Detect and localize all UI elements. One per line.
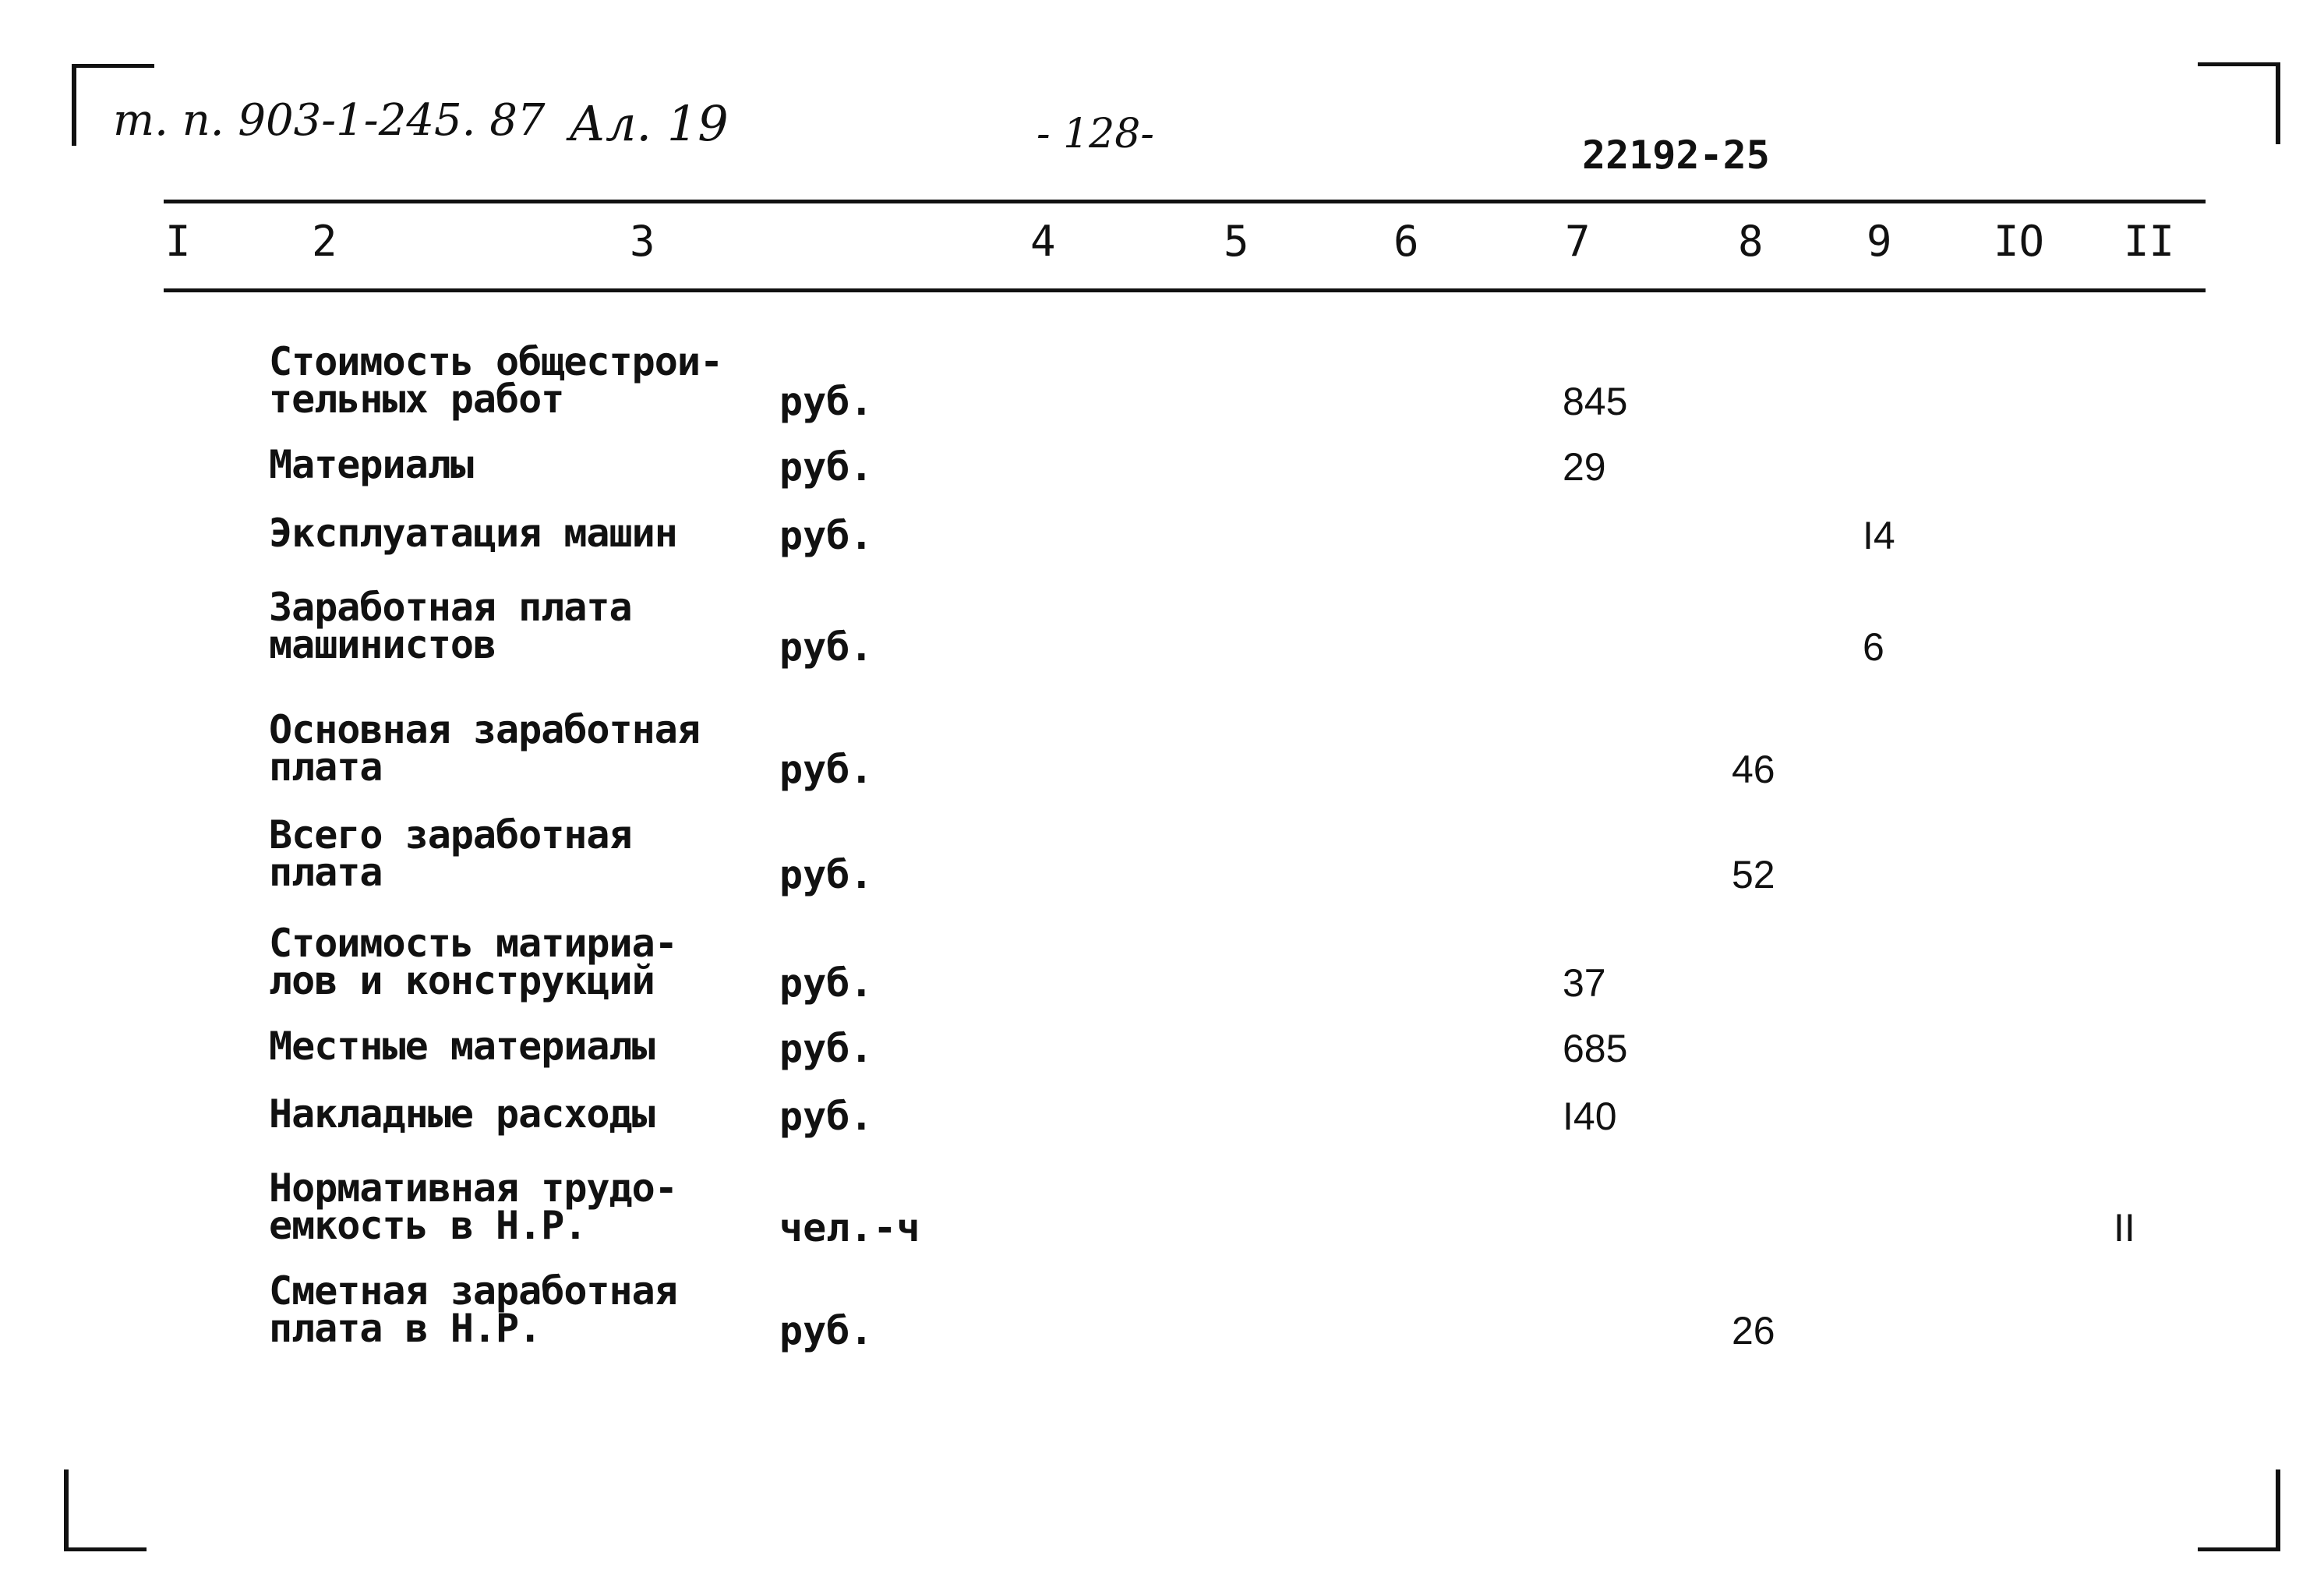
column-number: IO bbox=[1994, 217, 2045, 266]
row-label-line: Стоимость общестрои- bbox=[269, 339, 723, 384]
row-label-line: Основная заработная bbox=[269, 707, 700, 752]
row-label bbox=[269, 1165, 677, 1248]
row-label-line: Материалы bbox=[269, 442, 473, 487]
row-label-line: тельных работ bbox=[269, 377, 564, 422]
column-number: 9 bbox=[1867, 217, 1892, 266]
row-label-line: Нормативная трудо- bbox=[269, 1165, 677, 1211]
row-label bbox=[269, 707, 700, 790]
row-label-line: Заработная плата bbox=[269, 585, 632, 630]
column-number: 2 bbox=[312, 217, 337, 266]
row-label bbox=[269, 1268, 677, 1351]
row-label-line: Эксплуатация машин bbox=[269, 511, 677, 556]
row-label-line: лов и конструкций bbox=[269, 958, 655, 1003]
row-label bbox=[269, 1024, 655, 1069]
row-value-col-9: I4 bbox=[1863, 514, 1895, 557]
row-label bbox=[269, 921, 677, 1003]
row-label bbox=[269, 511, 677, 556]
row-label bbox=[269, 339, 723, 422]
row-label-line: Местные материалы bbox=[269, 1024, 655, 1069]
row-label-line: емкость в Н.Р. bbox=[269, 1203, 587, 1248]
row-value-col-7: I40 bbox=[1563, 1095, 1617, 1138]
row-value-col-8: 52 bbox=[1732, 853, 1775, 897]
column-number: 8 bbox=[1738, 217, 1764, 266]
row-value-col-II: II bbox=[2114, 1206, 2135, 1250]
row-unit: руб. bbox=[779, 379, 874, 424]
column-number: 3 bbox=[630, 217, 655, 266]
row-unit: руб. bbox=[779, 624, 874, 670]
row-unit: руб. bbox=[779, 1094, 874, 1139]
row-unit: руб. bbox=[779, 852, 874, 897]
row-value-col-7: 845 bbox=[1563, 380, 1628, 423]
row-label bbox=[269, 1091, 655, 1137]
corner-mark-bottom-right bbox=[2198, 1469, 2280, 1551]
row-value-col-8: 26 bbox=[1732, 1309, 1775, 1353]
document-code: т. п. 903-1-245. 87 bbox=[113, 95, 546, 146]
table-header-rule bbox=[164, 288, 2206, 292]
row-value-col-8: 46 bbox=[1732, 748, 1775, 791]
column-number: 5 bbox=[1224, 217, 1249, 266]
row-label-line: плата bbox=[269, 850, 383, 895]
row-unit: чел.-ч bbox=[779, 1205, 920, 1250]
row-unit: руб. bbox=[779, 1026, 874, 1071]
row-label bbox=[269, 585, 632, 667]
row-unit: руб. bbox=[779, 444, 874, 490]
row-label-line: Стоимость матириа- bbox=[269, 921, 677, 966]
column-number: I bbox=[165, 217, 191, 266]
corner-mark-top-right bbox=[2198, 62, 2280, 144]
row-label bbox=[269, 442, 473, 487]
row-unit: руб. bbox=[779, 1308, 874, 1353]
row-unit: руб. bbox=[779, 513, 874, 558]
stamp-number: 22192-25 bbox=[1582, 133, 1770, 178]
table-top-rule bbox=[164, 200, 2206, 203]
row-label-line: Накладные расходы bbox=[269, 1091, 655, 1137]
page-number: - 128- bbox=[1037, 111, 1154, 157]
column-number: 7 bbox=[1565, 217, 1591, 266]
row-label bbox=[269, 812, 632, 895]
row-label-line: плата в Н.Р. bbox=[269, 1306, 542, 1351]
album-number: Ал. 19 bbox=[569, 95, 729, 152]
row-value-col-9: 6 bbox=[1863, 625, 1884, 669]
row-label-line: Сметная заработная bbox=[269, 1268, 677, 1314]
column-number: 6 bbox=[1393, 217, 1419, 266]
corner-mark-bottom-left bbox=[64, 1469, 147, 1551]
row-label-line: Всего заработная bbox=[269, 812, 632, 858]
row-unit: руб. bbox=[779, 747, 874, 792]
row-label-line: плата bbox=[269, 744, 383, 790]
row-unit: руб. bbox=[779, 960, 874, 1006]
row-value-col-7: 37 bbox=[1563, 961, 1606, 1005]
row-label-line: машинистов bbox=[269, 622, 496, 667]
row-value-col-7: 685 bbox=[1563, 1027, 1628, 1070]
column-number: 4 bbox=[1030, 217, 1056, 266]
row-value-col-7: 29 bbox=[1563, 445, 1606, 489]
column-number: II bbox=[2124, 217, 2175, 266]
